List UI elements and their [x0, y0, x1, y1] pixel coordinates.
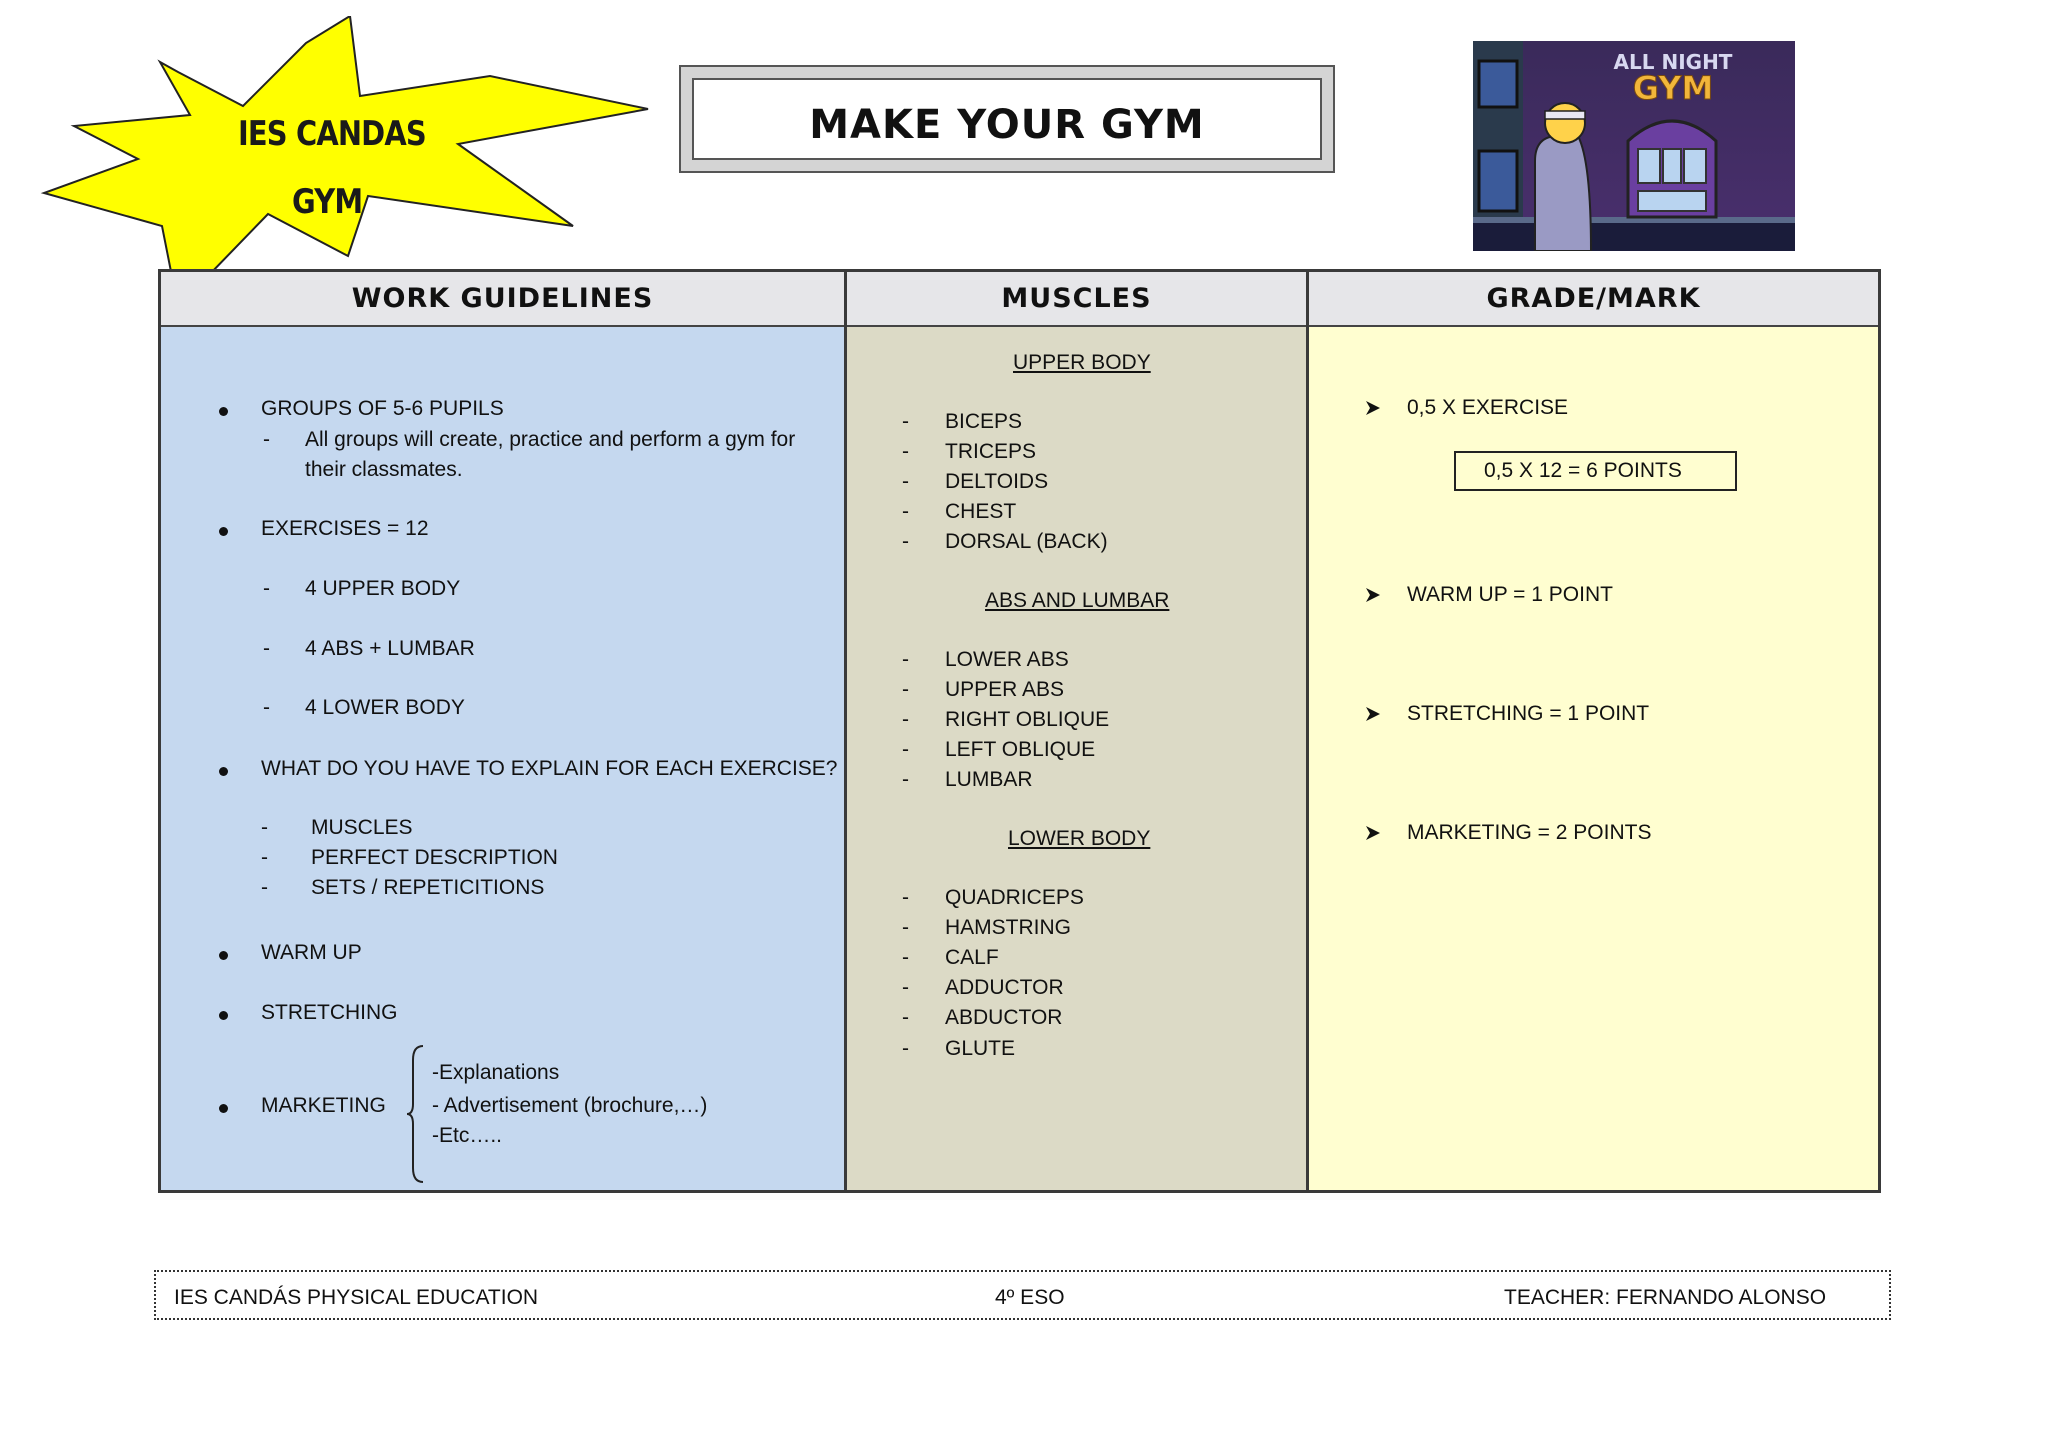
points-box-text: 0,5 X 12 = 6 POINTS	[1484, 459, 1682, 482]
guidelines-body	[161, 327, 844, 1190]
guideline-groups: GROUPS OF 5-6 PUPILS	[261, 397, 504, 420]
bullet	[219, 1104, 228, 1113]
grade-stretching: STRETCHING = 1 POINT	[1407, 702, 1650, 725]
bullet	[219, 527, 228, 536]
muscle-item: CHEST	[945, 500, 1017, 523]
muscle-item: HAMSTRING	[945, 916, 1071, 939]
muscles-abs-title: ABS AND LUMBAR	[985, 589, 1170, 612]
muscles-upper-title: UPPER BODY	[1013, 351, 1151, 374]
arrow-bullet-icon	[1363, 585, 1383, 605]
dash: -	[902, 1006, 909, 1029]
guideline-marketing: MARKETING	[261, 1094, 386, 1117]
gym-sign-line-1: ALL NIGHT	[1613, 50, 1733, 74]
arrow-bullet-icon	[1363, 704, 1383, 724]
dash: -	[902, 1037, 909, 1060]
dash: -	[263, 428, 270, 451]
dash: -	[902, 648, 909, 671]
arrow-bullet-icon	[1363, 398, 1383, 418]
all-night-gym-image	[1473, 41, 1795, 251]
dash: -	[902, 500, 909, 523]
muscle-item: TRICEPS	[945, 440, 1037, 463]
dash: -	[902, 976, 909, 999]
muscle-item: BICEPS	[945, 410, 1023, 433]
explain-item: PERFECT DESCRIPTION	[311, 846, 558, 869]
dash: -	[902, 530, 909, 553]
explain-item: MUSCLES	[311, 816, 413, 839]
grade-body	[1309, 327, 1878, 1190]
marketing-item: - Advertisement (brochure,…)	[432, 1094, 708, 1117]
muscle-item: ADDUCTOR	[945, 976, 1064, 999]
starburst-shape	[44, 16, 648, 307]
muscle-item: LEFT OBLIQUE	[945, 738, 1096, 761]
footer-teacher: TEACHER: FERNANDO ALONSO	[1504, 1286, 1827, 1309]
arrow-bullet-icon	[1363, 823, 1383, 843]
dash: -	[263, 696, 270, 719]
muscle-item: LUMBAR	[945, 768, 1033, 791]
groups-detail-1: All groups will create, practice and perform a gym for	[305, 428, 796, 451]
dash: -	[902, 886, 909, 909]
dash: -	[261, 876, 268, 899]
exercise-abs: 4 ABS + LUMBAR	[305, 637, 475, 660]
title-frame	[679, 65, 1335, 173]
title-inner	[692, 78, 1322, 160]
muscle-item: DORSAL (BACK)	[945, 530, 1108, 553]
brace	[405, 1044, 425, 1184]
guidelines-table	[158, 269, 1881, 1193]
exercise-upper: 4 UPPER BODY	[305, 577, 461, 600]
grade-warm-up: WARM UP = 1 POINT	[1407, 583, 1613, 606]
dash: -	[902, 916, 909, 939]
dash: -	[902, 678, 909, 701]
explain-item: SETS / REPETICITIONS	[311, 876, 545, 899]
muscle-item: ABDUCTOR	[945, 1006, 1063, 1029]
dash: -	[902, 768, 909, 791]
dash: -	[263, 637, 270, 660]
footer	[154, 1270, 1891, 1320]
muscle-item: QUADRICEPS	[945, 886, 1084, 909]
dash: -	[261, 816, 268, 839]
exercise-lower: 4 LOWER BODY	[305, 696, 465, 719]
footer-school: IES CANDÁS PHYSICAL EDUCATION	[174, 1286, 539, 1309]
grade-marketing: MARKETING = 2 POINTS	[1407, 821, 1652, 844]
dash: -	[263, 577, 270, 600]
guideline-explain: WHAT DO YOU HAVE TO EXPLAIN FOR EACH EXERCISE?	[261, 757, 838, 780]
bullet	[219, 1011, 228, 1020]
marketing-item: -Etc…..	[432, 1124, 503, 1147]
muscle-item: DELTOIDS	[945, 470, 1049, 493]
header-muscles: MUSCLES	[847, 272, 1306, 327]
badge-line-2: GYM	[292, 182, 363, 222]
column-grade	[1309, 272, 1878, 1190]
muscles-lower-title: LOWER BODY	[1008, 827, 1151, 850]
dash: -	[902, 708, 909, 731]
footer-grade-level: 4º ESO	[995, 1286, 1065, 1309]
muscle-item: UPPER ABS	[945, 678, 1065, 701]
bullet	[219, 767, 228, 776]
muscle-item: GLUTE	[945, 1037, 1016, 1060]
grade-exercise: 0,5 X EXERCISE	[1407, 396, 1569, 419]
groups-detail-2: their classmates.	[305, 458, 463, 481]
gym-sign-line-2: GYM	[1632, 69, 1714, 107]
points-box	[1454, 451, 1737, 491]
dash: -	[902, 946, 909, 969]
bullet	[219, 407, 228, 416]
dash: -	[902, 470, 909, 493]
guideline-warm-up: WARM UP	[261, 941, 362, 964]
muscle-item: CALF	[945, 946, 999, 969]
column-muscles	[847, 272, 1309, 1190]
bullet	[219, 951, 228, 960]
dash: -	[261, 846, 268, 869]
dash: -	[902, 738, 909, 761]
badge-line-1: IES CANDAS	[238, 114, 426, 154]
guideline-stretching: STRETCHING	[261, 1001, 398, 1024]
muscle-item: RIGHT OBLIQUE	[945, 708, 1110, 731]
column-work-guidelines	[161, 272, 847, 1190]
guideline-exercises: EXERCISES = 12	[261, 517, 429, 540]
muscles-body	[847, 327, 1306, 1190]
header-work-guidelines: WORK GUIDELINES	[161, 272, 844, 327]
muscle-item: LOWER ABS	[945, 648, 1069, 671]
gym-illustration	[1473, 41, 1795, 251]
marketing-item: -Explanations	[432, 1061, 560, 1084]
dash: -	[902, 440, 909, 463]
header-grade: GRADE/MARK	[1309, 272, 1878, 327]
dash: -	[902, 410, 909, 433]
page-title: MAKE YOUR GYM	[809, 102, 1205, 148]
